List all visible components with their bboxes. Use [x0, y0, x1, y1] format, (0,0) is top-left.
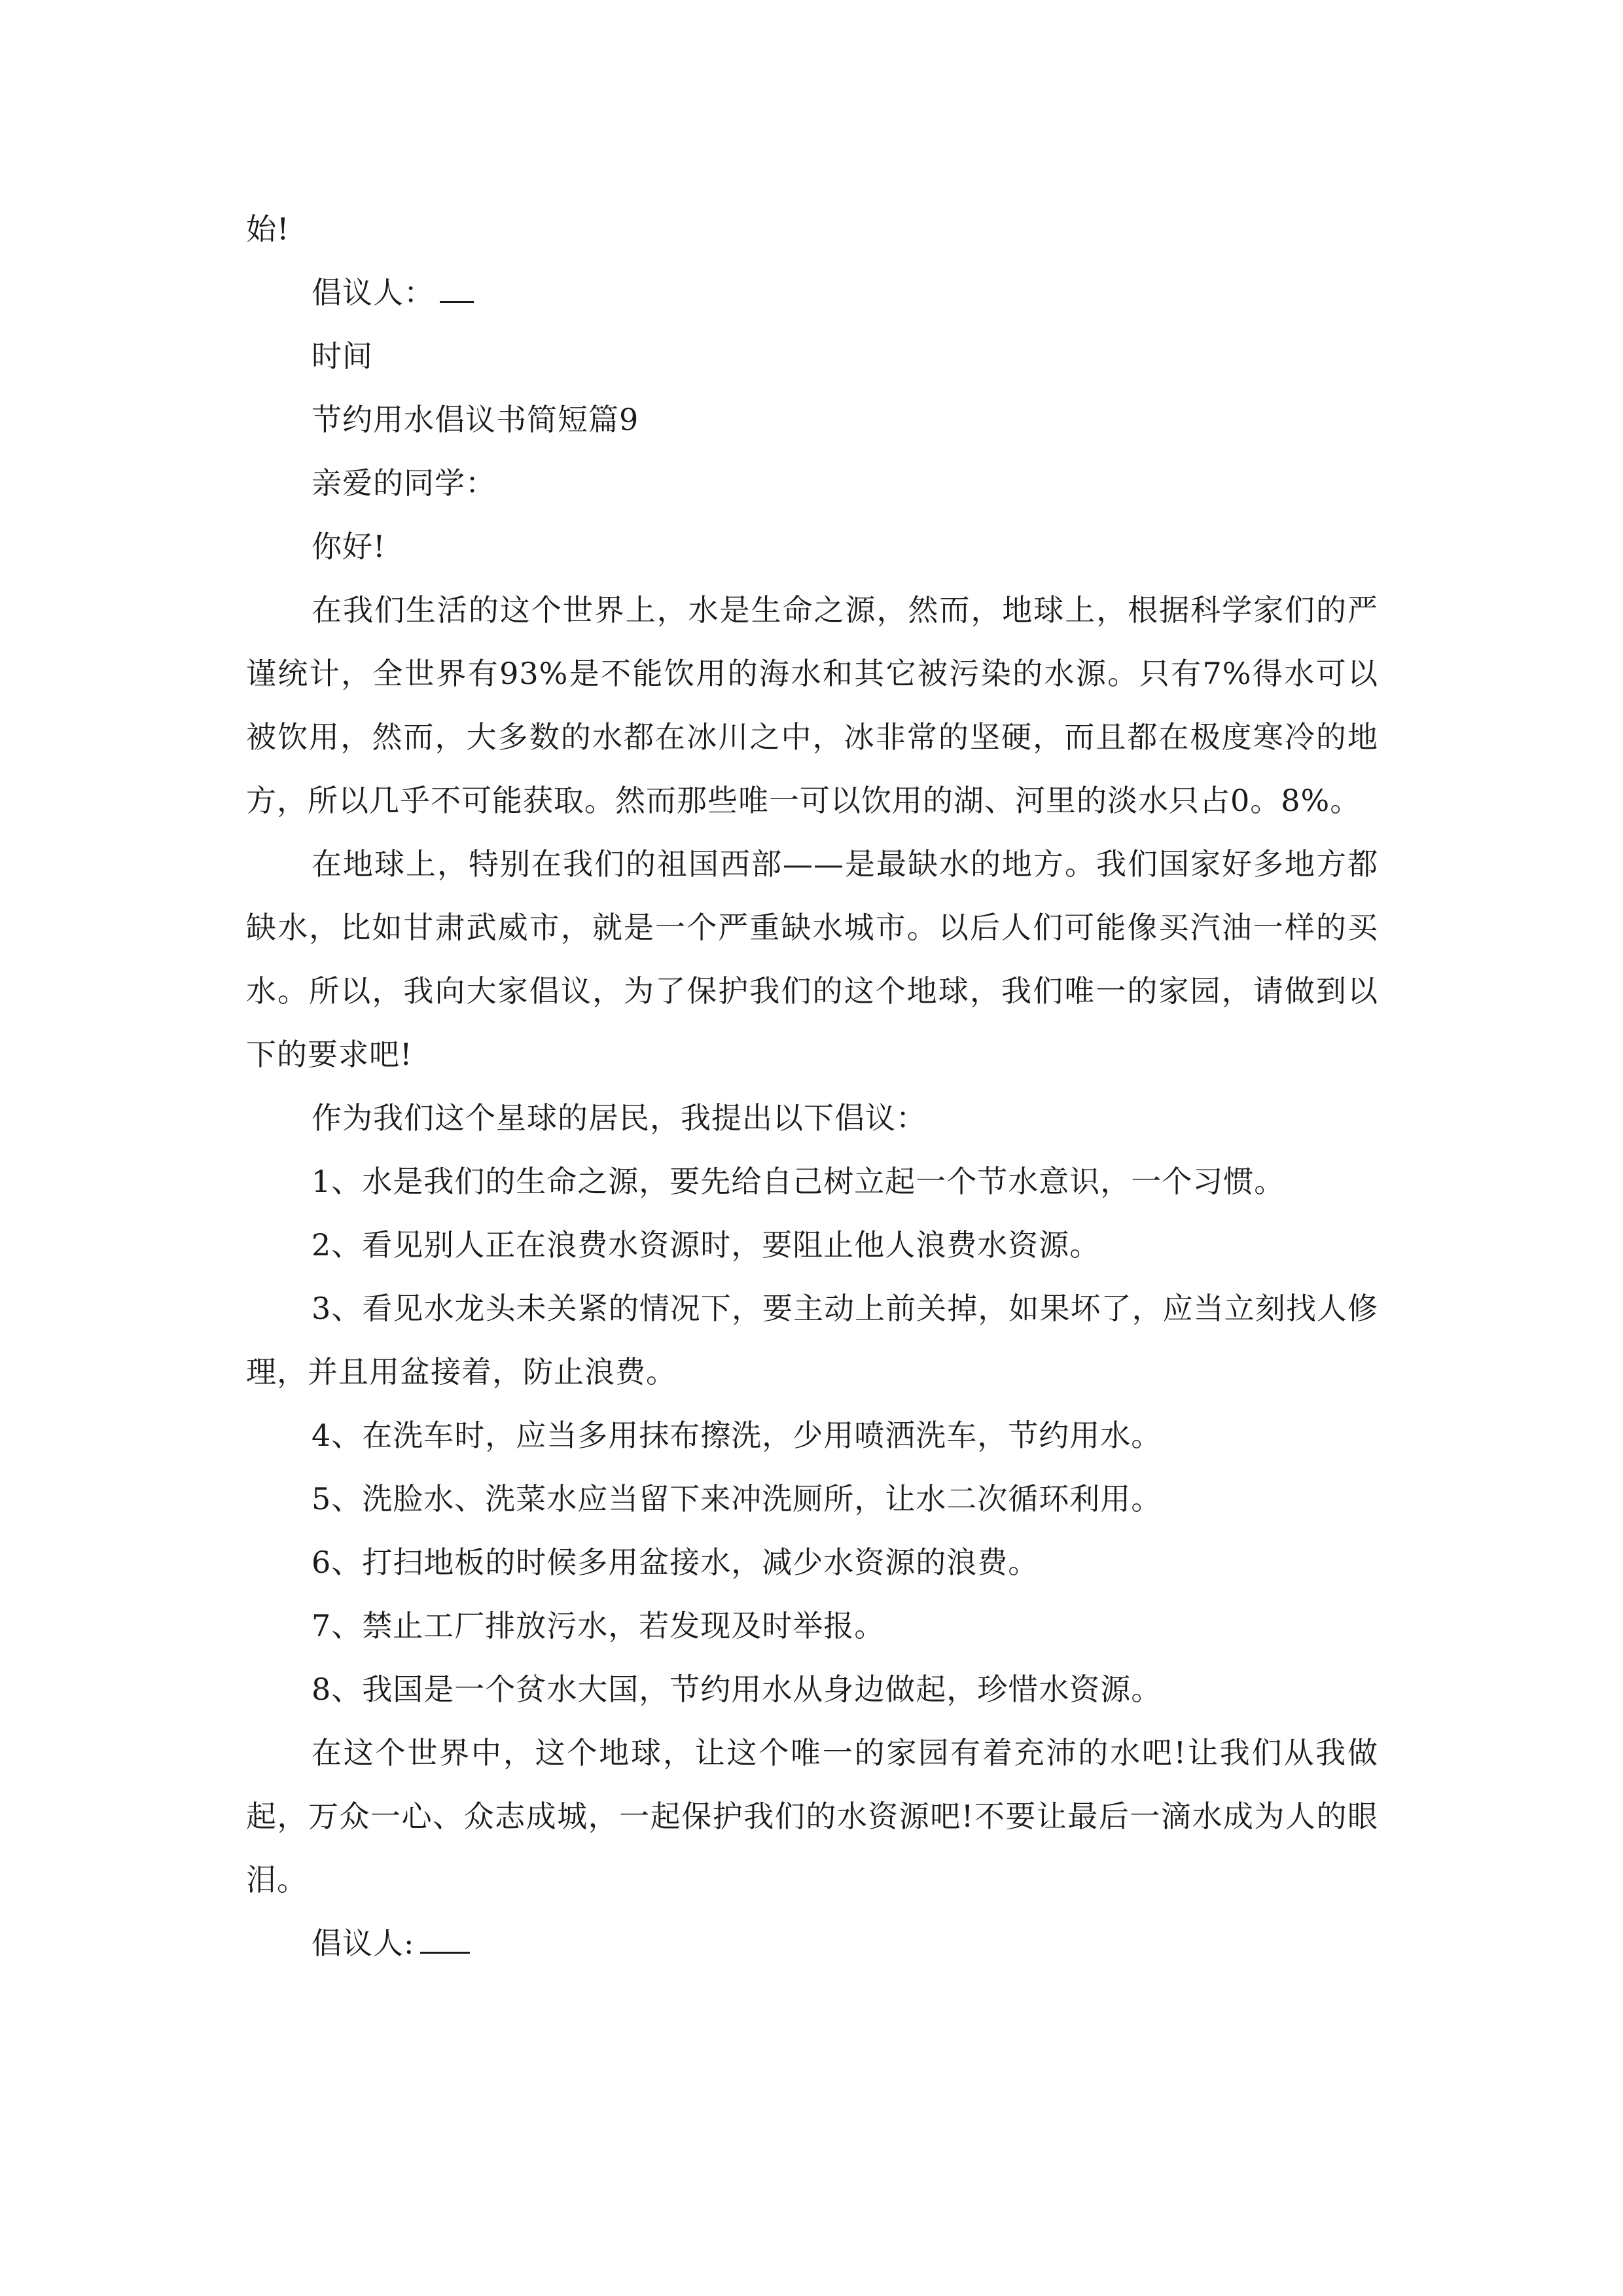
- list-item: 6、打扫地板的时候多用盆接水，减少水资源的浪费。: [312, 1545, 1039, 1580]
- section-title: 节约用水倡议书简短篇9: [312, 402, 639, 437]
- date-label: 时间: [312, 338, 373, 374]
- signoff-line-1: [246, 261, 1378, 325]
- list-item: 5、洗脸水、洗菜水应当留下来冲洗厕所，让水二次循环利用。: [312, 1481, 1162, 1516]
- signature-blank: [420, 1926, 470, 1954]
- list-item: 7、禁止工厂排放污水，若发现及时举报。: [312, 1608, 885, 1643]
- list-item: 8、我国是一个贫水大国，节约用水从身边做起，珍惜水资源。: [312, 1672, 1162, 1707]
- paragraph: 在我们生活的这个世界上，水是生命之源，然而，地球上，根据科学家们的严谨统计，全世界有93%是不能饮用的海水和其它被污染的水源。只有7%得水可以被饮用，然而，大多数的水都在冰川之中，冰非常的坚硬，而且都在极度寒冷的地方，所以几乎不可能获取。然而那些唯一可以饮用的湖、河里的淡水只占0。8%。: [246, 592, 1378, 818]
- signature-blank: [440, 275, 474, 303]
- signoff-label: 倡议人：: [312, 275, 435, 310]
- list-item: 3、看见水龙头未关紧的情况下，要主动上前关掉，如果坏了，应当立刻找人修理，并且用盆接着，防止浪费。: [246, 1291, 1378, 1390]
- signoff-label: 倡议人:: [312, 1926, 415, 1961]
- signoff-line-2: [246, 1912, 1378, 1975]
- proposal-intro: 作为我们这个星球的居民，我提出以下倡议：: [312, 1100, 927, 1136]
- document-body: [246, 198, 1378, 1975]
- paragraph: 在地球上，特别在我们的祖国西部——是最缺水的地方。我们国家好多地方都缺水，比如甘肃武威市，就是一个严重缺水城市。以后人们可能像买汽油一样的买水。所以，我向大家倡议，为了保护我们的这个地球，我们唯一的家园，请做到以下的要求吧!: [246, 846, 1378, 1072]
- list-item: 2、看见别人正在浪费水资源时，要阻止他人浪费水资源。: [312, 1227, 1101, 1263]
- list-item: 4、在洗车时，应当多用抹布擦洗，少用喷洒洗车，节约用水。: [312, 1418, 1162, 1453]
- greeting: 你好!: [312, 529, 386, 564]
- continuation-text: 始!: [246, 211, 290, 247]
- salutation: 亲爱的同学：: [312, 465, 496, 501]
- list-item: 1、水是我们的生命之源，要先给自己树立起一个节水意识，一个习惯。: [312, 1164, 1285, 1199]
- closing-paragraph: 在这个世界中，这个地球，让这个唯一的家园有着充沛的水吧!让我们从我做起，万众一心、众志成城，一起保护我们的水资源吧!不要让最后一滴水成为人的眼泪。: [246, 1735, 1378, 1897]
